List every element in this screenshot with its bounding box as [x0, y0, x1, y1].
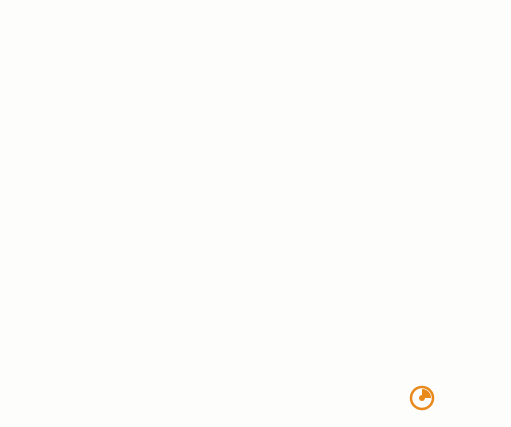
watermark	[409, 377, 501, 419]
gkong-logo-icon	[409, 385, 435, 411]
